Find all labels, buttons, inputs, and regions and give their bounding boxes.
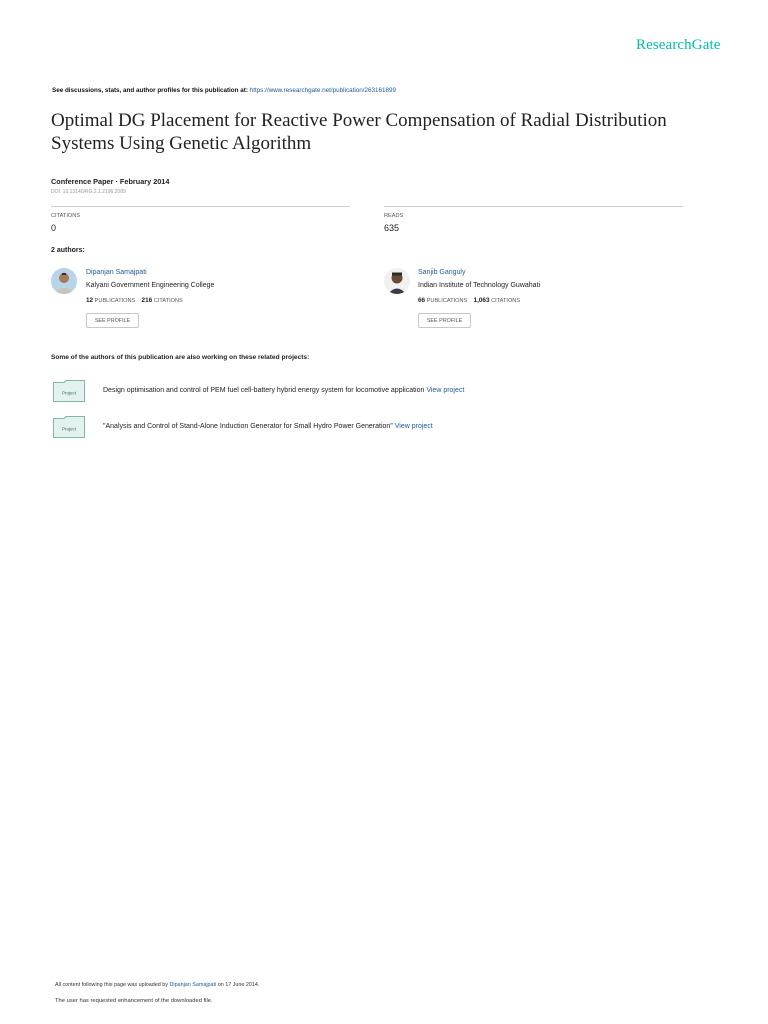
project-icon-label: Project [61, 426, 77, 432]
upload-suffix: on 17 June 2014. [217, 982, 260, 988]
publications-label: PUBLICATIONS [94, 298, 136, 304]
reads-value: 635 [384, 223, 400, 233]
author-name-link[interactable]: Sanjib Ganguly [418, 269, 466, 276]
publication-doi: DOI: 10.13140/RG.2.1.2196.2089 [51, 189, 126, 195]
enhancement-note: The user has requested enhancement of the downloaded file. [55, 998, 213, 1004]
reads-label: READS [384, 213, 404, 219]
author-name-link[interactable]: Dipanjan Samajpati [86, 269, 147, 276]
project-item [103, 423, 433, 430]
see-profile-button[interactable]: SEE PROFILE [418, 313, 471, 328]
author-stats [418, 297, 520, 304]
researchgate-logo[interactable]: ResearchGate [636, 37, 721, 53]
publications-count: 12 [86, 297, 94, 304]
view-project-link[interactable]: View project [394, 423, 433, 430]
citations-count: 1,063 [473, 297, 490, 304]
author-institution: Indian Institute of Technology Guwahati [418, 282, 541, 289]
project-folder-icon[interactable] [53, 380, 85, 402]
uploader-link[interactable]: Dipanjan Samajpati [169, 982, 217, 988]
reads-divider [384, 206, 683, 207]
related-projects-heading: Some of the authors of this publication are also working on these related projects: [51, 354, 310, 361]
see-profile-button[interactable]: SEE PROFILE [86, 313, 139, 328]
project-title: "Analysis and Control of Stand-Alone Induction Generator for Small Hydro Power Generation" [103, 423, 393, 430]
person-photo-icon [384, 268, 410, 294]
project-title: Design optimisation and control of PEM fuel cell-battery hybrid energy system for locomotive application [103, 387, 425, 394]
publication-type-date: Conference Paper · February 2014 [51, 177, 170, 186]
publication-url-link[interactable]: https://www.researchgate.net/publication/263161899 [249, 87, 397, 94]
citations-value: 0 [51, 223, 57, 233]
authors-heading: 2 authors: [51, 247, 85, 254]
project-folder-icon[interactable] [53, 416, 85, 438]
publication-title: Optimal DG Placement for Reactive Power Compensation of Radial Distribution Systems Using Genetic Algorithm [51, 110, 667, 154]
intro-text: See discussions, stats, and author profiles for this publication at: [52, 87, 248, 94]
publications-count: 66 [418, 297, 426, 304]
author-avatar[interactable] [384, 268, 410, 294]
person-photo-icon [51, 268, 77, 294]
author-institution: Kalyani Government Engineering College [86, 282, 215, 289]
author-stats [86, 297, 183, 304]
project-item [103, 387, 464, 394]
upload-note [55, 982, 259, 988]
project-icon-label: Project [61, 390, 77, 396]
author-avatar[interactable] [51, 268, 77, 294]
citations-label: CITATIONS [491, 298, 521, 304]
upload-prefix: All content following this page was uploaded by [55, 982, 168, 988]
intro-line [52, 87, 396, 94]
citations-label: CITATIONS [51, 213, 81, 219]
citations-divider [51, 206, 350, 207]
publications-label: PUBLICATIONS [426, 298, 468, 304]
view-project-link[interactable]: View project [426, 387, 465, 394]
citations-count: 216 [141, 297, 153, 304]
citations-label: CITATIONS [153, 298, 183, 304]
